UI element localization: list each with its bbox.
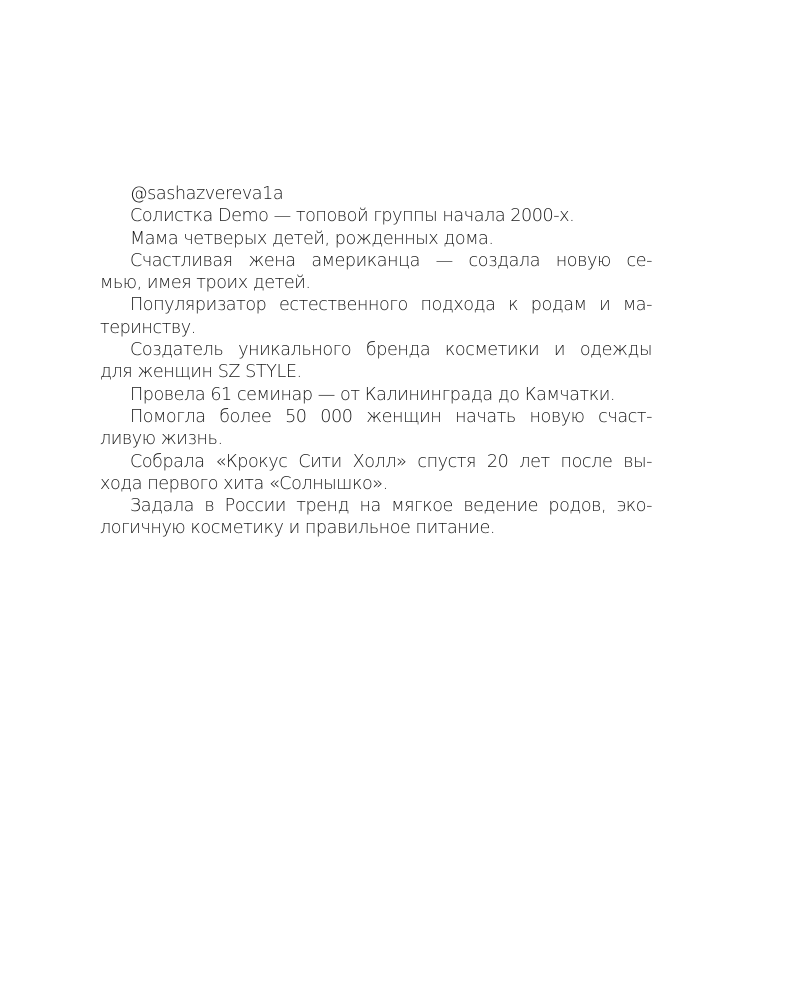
bio-line: хода первого хита «Солнышко». <box>100 473 388 494</box>
bio-line: Задала в России тренд на мягкое ведение родов, эко- <box>130 496 652 517</box>
bio-line: Счастливая жена американца — создала новую се- <box>130 250 652 271</box>
author-bio <box>100 183 652 540</box>
bio-line: ливую жизнь. <box>100 429 223 450</box>
bio-line: Собрала «Крокус Сити Холл» спустя 20 лет после вы- <box>130 451 652 472</box>
bio-line: теринству. <box>100 317 196 338</box>
bio-line: Провела 61 семинар — от Калининграда до Камчатки. <box>130 384 616 405</box>
bio-line: логичную косметику и правильное питание. <box>100 518 495 539</box>
author-handle: @sashazvereva1a <box>130 184 284 204</box>
bio-line: Популяризатор естественного подхода к родам и ма- <box>130 295 652 316</box>
bio-line: Мама четверых детей, рожденных дома. <box>130 228 494 249</box>
bio-line: мью, имея троих детей. <box>100 273 311 294</box>
bio-line: для женщин SZ STYLE. <box>100 362 302 383</box>
bio-line: Помогла более 50 000 женщин начать новую счаст- <box>130 406 652 427</box>
bio-line: Солистка Demo — топовой группы начала 2000-х. <box>130 206 575 227</box>
bio-line: Создатель уникального бренда косметики и одежды <box>130 340 652 361</box>
